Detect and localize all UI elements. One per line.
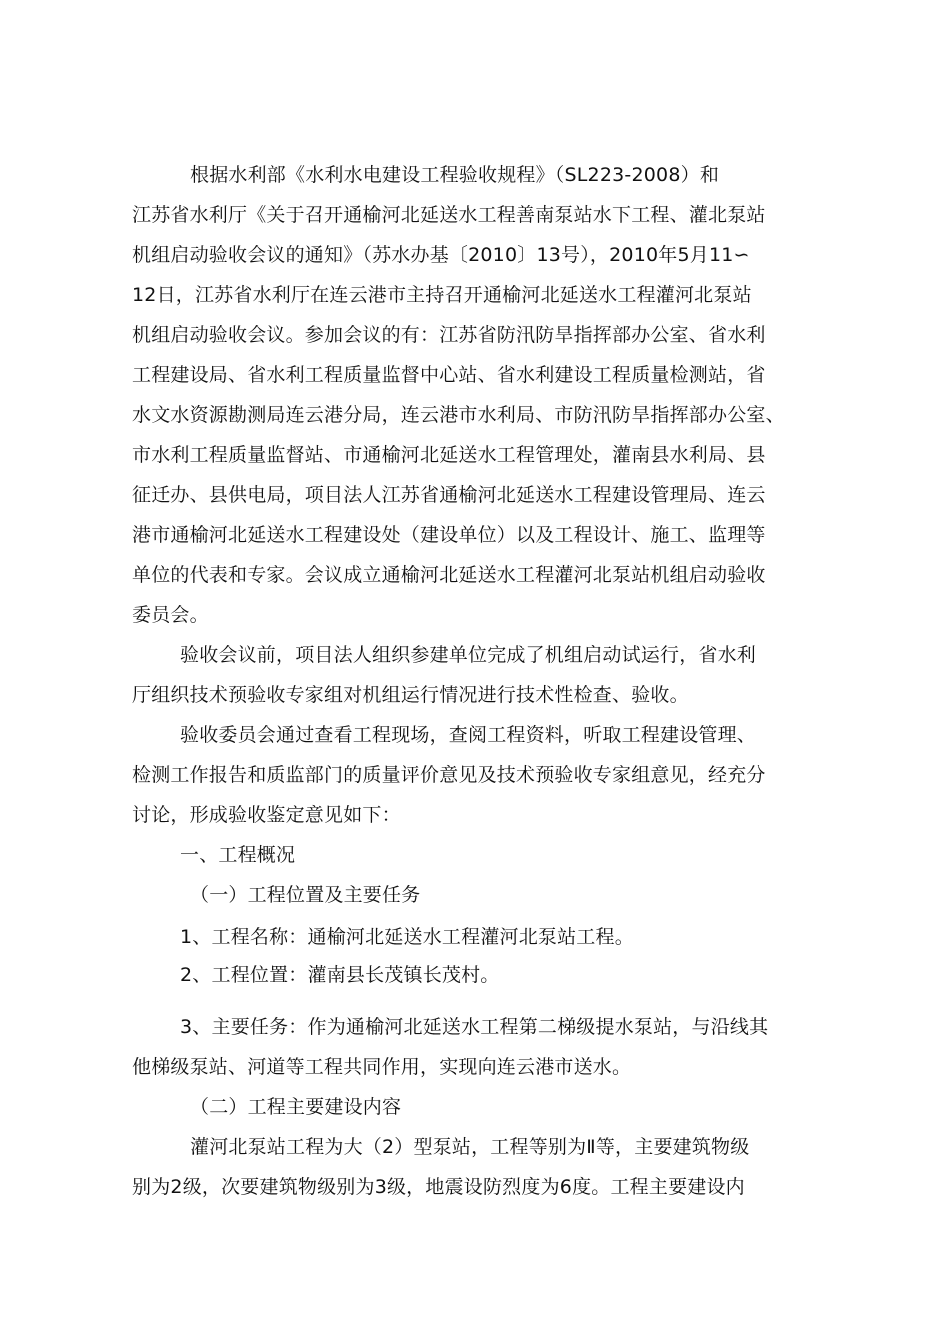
paragraph-line-5: 机组启动验收会议。参加会议的有：江苏省防汛防旱指挥部办公室、省水利 xyxy=(132,324,766,346)
paragraph-line-12: 委员会。 xyxy=(132,604,209,626)
paragraph-line-18: 灌河北泵站工程为大（2）型泵站，工程等别为Ⅱ等，主要建筑物级 xyxy=(190,1136,750,1158)
paragraph-line-17: 讨论，形成验收鉴定意见如下： xyxy=(132,804,401,826)
section-heading-1: 一、工程概况 xyxy=(180,844,296,866)
paragraph-line-15: 验收委员会通过查看工程现场，查阅工程资料，听取工程建设管理、 xyxy=(180,724,757,746)
paragraph-line-19: 别为2级，次要建筑物级别为3级，地震设防烈度为6度。工程主要建设内 xyxy=(132,1176,745,1198)
paragraph-line-7: 水文水资源勘测局连云港分局，连云港市水利局、市防汛防旱指挥部办公室、 xyxy=(132,404,785,426)
paragraph-line-6: 工程建设局、省水利工程质量监督中心站、省水利建设工程质量检测站，省 xyxy=(132,364,766,386)
paragraph-line-9: 征迁办、县供电局，项目法人江苏省通榆河北延送水工程建设管理局、连云 xyxy=(132,484,766,506)
paragraph-line-10: 港市通榆河北延送水工程建设处（建设单位）以及工程设计、施工、监理等 xyxy=(132,524,766,546)
subsection-heading-2: （二）工程主要建设内容 xyxy=(190,1096,402,1118)
paragraph-line-4: 12日，江苏省水利厅在连云港市主持召开通榆河北延送水工程灌河北泵站 xyxy=(132,284,752,306)
paragraph-line-3: 机组启动验收会议的通知》（苏水办基〔2010〕13号），2010年5月11∽ xyxy=(132,244,750,266)
paragraph-line-11: 单位的代表和专家。会议成立通榆河北延送水工程灌河北泵站机组启动验收 xyxy=(132,564,766,586)
paragraph-line-14: 厅组织技术预验收专家组对机组运行情况进行技术性检查、验收。 xyxy=(132,684,689,706)
paragraph-line-1: 根据水利部《水利水电建设工程验收规程》（SL223-2008）和 xyxy=(190,164,720,186)
subsection-heading-1: （一）工程位置及主要任务 xyxy=(190,884,421,906)
paragraph-line-2: 江苏省水利厅《关于召开通榆河北延送水工程善南泵站水下工程、灌北泵站 xyxy=(132,204,766,226)
list-item-2: 2、工程位置：灌南县长茂镇长茂村。 xyxy=(180,964,500,986)
list-item-3-cont: 他梯级泵站、河道等工程共同作用，实现向连云港市送水。 xyxy=(132,1056,632,1078)
paragraph-line-16: 检测工作报告和质监部门的质量评价意见及技术预验收专家组意见，经充分 xyxy=(132,764,766,786)
paragraph-line-8: 市水利工程质量监督站、市通榆河北延送水工程管理处，灌南县水利局、县 xyxy=(132,444,766,466)
list-item-1: 1、工程名称：通榆河北延送水工程灌河北泵站工程。 xyxy=(180,926,634,948)
paragraph-line-13: 验收会议前，项目法人组织参建单位完成了机组启动试运行，省水利 xyxy=(180,644,757,666)
list-item-3: 3、主要任务：作为通榆河北延送水工程第二梯级提水泵站，与沿线其 xyxy=(180,1016,769,1038)
